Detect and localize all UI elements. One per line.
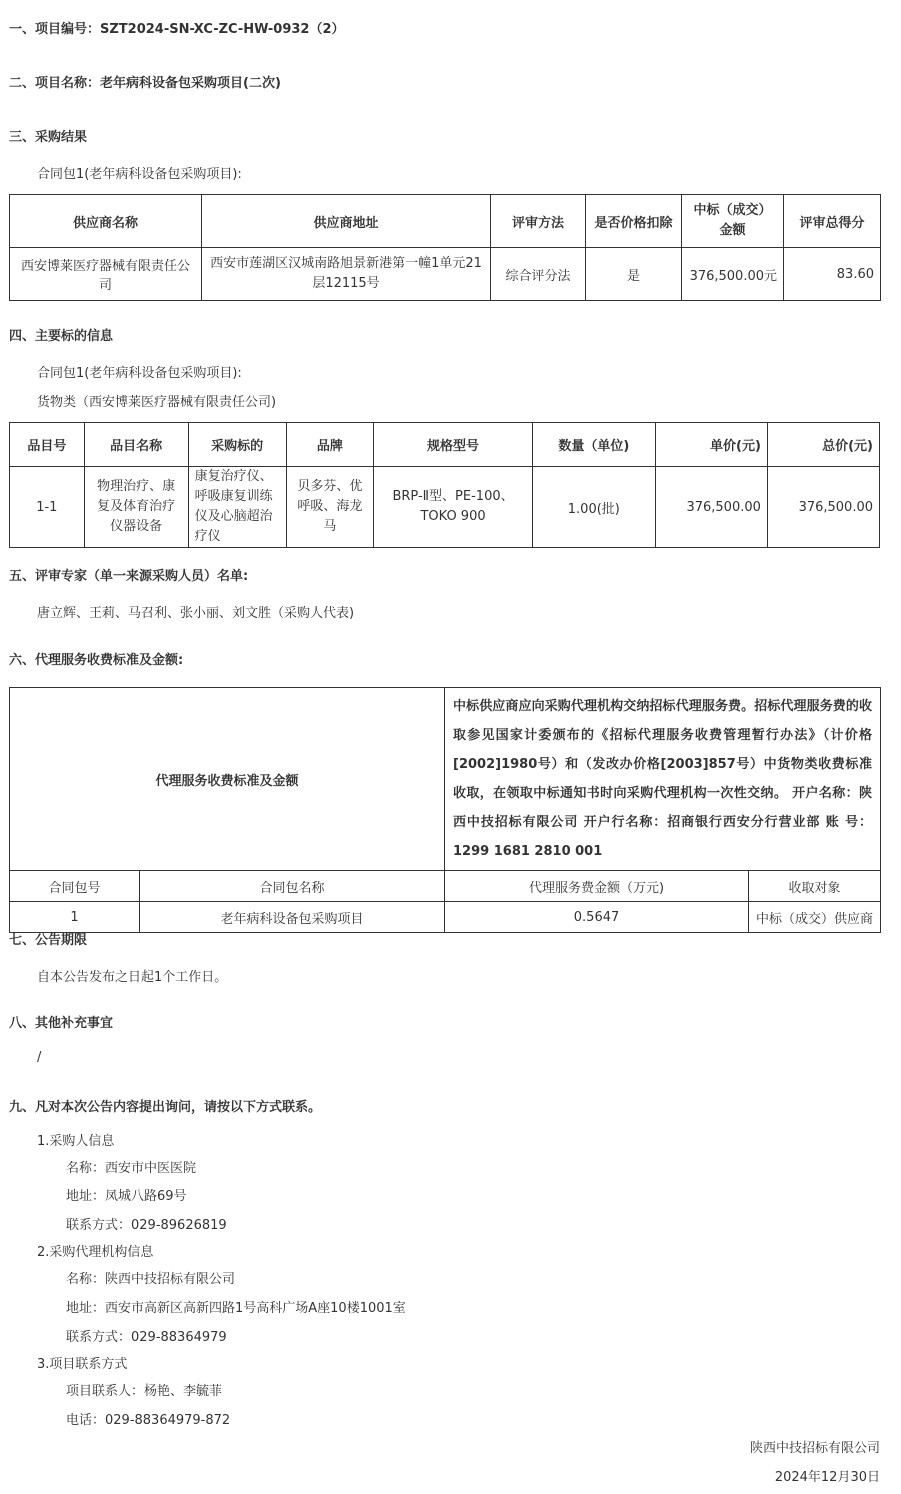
- footer-organization: 陕西中技招标有限公司: [749, 1441, 880, 1456]
- item-number: 1-1: [10, 467, 85, 548]
- contract-package-label: 合同包1(老年病科设备包采购项目):: [37, 167, 242, 182]
- table-header: 评审总得分: [784, 195, 881, 248]
- results-table: [9, 194, 881, 301]
- table-header-row: [10, 871, 881, 902]
- table-header: 供应商地址: [202, 195, 491, 248]
- project-contact-phone: 电话：029-88364979-872: [66, 1413, 231, 1428]
- section-title-contact: 九、凡对本次公告内容提出询问，请按以下方式联系。: [9, 1100, 322, 1115]
- review-method: 综合评分法: [491, 248, 586, 301]
- table-header: 规格型号: [374, 423, 532, 467]
- fee-standard-label: 代理服务收费标准及金额: [10, 688, 445, 871]
- table-header: 评审方法: [491, 195, 586, 248]
- table-row: [10, 248, 881, 301]
- table-header: 中标（成交）金额: [682, 195, 784, 248]
- table-header: 合同包号: [10, 871, 140, 902]
- section-title-other: 八、其他补充事宜: [9, 1016, 114, 1031]
- supplier-name: 西安博莱医疗器械有限责任公司: [10, 248, 202, 301]
- buyer-address: 地址：凤城八路69号: [66, 1189, 187, 1204]
- table-header: 供应商名称: [10, 195, 202, 248]
- table-header: 总价(元): [767, 423, 879, 467]
- item-name: 物理治疗、康复及体育治疗仪器设备: [84, 467, 188, 548]
- agency-address: 地址：西安市高新区高新四路1号高科广场A座10楼1001室: [66, 1301, 406, 1316]
- table-header: 合同包名称: [140, 871, 445, 902]
- table-header: 是否价格扣除: [586, 195, 682, 248]
- spec-model: BRP-Ⅱ型、PE-100、TOKO 900: [374, 467, 532, 548]
- agency-name: 名称：陕西中技招标有限公司: [66, 1272, 236, 1287]
- other-text: /: [37, 1050, 42, 1065]
- period-text: 自本公告发布之日起1个工作日。: [37, 970, 228, 985]
- table-header: 单价(元): [655, 423, 767, 467]
- buyer-phone: 联系方式：029-89626819: [66, 1218, 227, 1233]
- price-deduction: 是: [586, 248, 682, 301]
- section-title-main-items: 四、主要标的信息: [9, 329, 114, 344]
- fee-payer: 中标（成交）供应商: [749, 902, 881, 933]
- table-row: [10, 467, 880, 548]
- fee-standard-row: [10, 688, 881, 871]
- contract-package-label: 合同包1(老年病科设备包采购项目):: [37, 366, 242, 381]
- fee-table: [9, 687, 881, 933]
- package-name: 老年病科设备包采购项目: [140, 902, 445, 933]
- section-title-results: 三、采购结果: [9, 130, 88, 145]
- table-header: 品牌: [286, 423, 374, 467]
- buyer-name: 名称：西安市中医医院: [66, 1161, 197, 1176]
- table-header-row: [10, 195, 881, 248]
- section-title-period: 七、公告期限: [9, 933, 88, 948]
- table-row: [10, 902, 881, 933]
- footer-date: 2024年12月30日: [774, 1470, 880, 1485]
- service-fee: 0.5647: [445, 902, 749, 933]
- section-title-fees: 六、代理服务收费标准及金额:: [9, 653, 184, 668]
- section-title-experts: 五、评审专家（单一来源采购人员）名单:: [9, 569, 249, 584]
- goods-type-label: 货物类（西安博莱医疗器械有限责任公司): [37, 395, 277, 410]
- project-contact-person: 项目联系人：杨艳、李毓菲: [66, 1384, 223, 1399]
- agency-phone: 联系方式：029-88364979: [66, 1330, 227, 1345]
- unit-price: 376,500.00: [655, 467, 767, 548]
- table-header: 品目名称: [84, 423, 188, 467]
- table-header-row: [10, 423, 880, 467]
- fee-standard-text: 中标供应商应向采购代理机构交纳招标代理服务费。招标代理服务费的收取参见国家计委颁布的《招标代理服务收费管理暂行办法》（计价格[2002]1980号）和（发改办价格[2003]857号）中货物类收费标准收取，在领取中标通知书时向采购代理机构一次性交纳。 开户名称：陕西中技招标有限公司 开户行名称：招商银行西安分行营业部 账 号：1299 1681 2810 001: [445, 688, 881, 871]
- supplier-address: 西安市莲湖区汉城南路旭景新港第一幢1单元21层12115号: [202, 248, 491, 301]
- brand: 贝多芬、优呼吸、海龙马: [286, 467, 374, 548]
- total-price: 376,500.00: [767, 467, 879, 548]
- project-number: 一、项目编号：SZT2024-SN-XC-ZC-HW-0932（2）: [9, 22, 345, 37]
- table-header: 品目号: [10, 423, 85, 467]
- award-amount: 376,500.00元: [682, 248, 784, 301]
- table-header: 数量（单位): [532, 423, 655, 467]
- expert-list: 唐立辉、王莉、马召利、张小丽、刘文胜（采购人代表): [37, 606, 355, 621]
- agency-info-title: 2.采购代理机构信息: [37, 1245, 154, 1260]
- project-name: 二、项目名称：老年病科设备包采购项目(二次): [9, 76, 281, 91]
- buyer-info-title: 1.采购人信息: [37, 1134, 115, 1149]
- procurement-target: 康复治疗仪、呼吸康复训练仪及心脑超治疗仪: [188, 467, 286, 548]
- table-header: 采购标的: [188, 423, 286, 467]
- goods-table: [9, 422, 880, 548]
- quantity: 1.00(批): [532, 467, 655, 548]
- total-score: 83.60: [784, 248, 881, 301]
- table-header: 收取对象: [749, 871, 881, 902]
- table-header: 代理服务费金额（万元): [445, 871, 749, 902]
- package-number: 1: [10, 902, 140, 933]
- project-contact-title: 3.项目联系方式: [37, 1357, 128, 1372]
